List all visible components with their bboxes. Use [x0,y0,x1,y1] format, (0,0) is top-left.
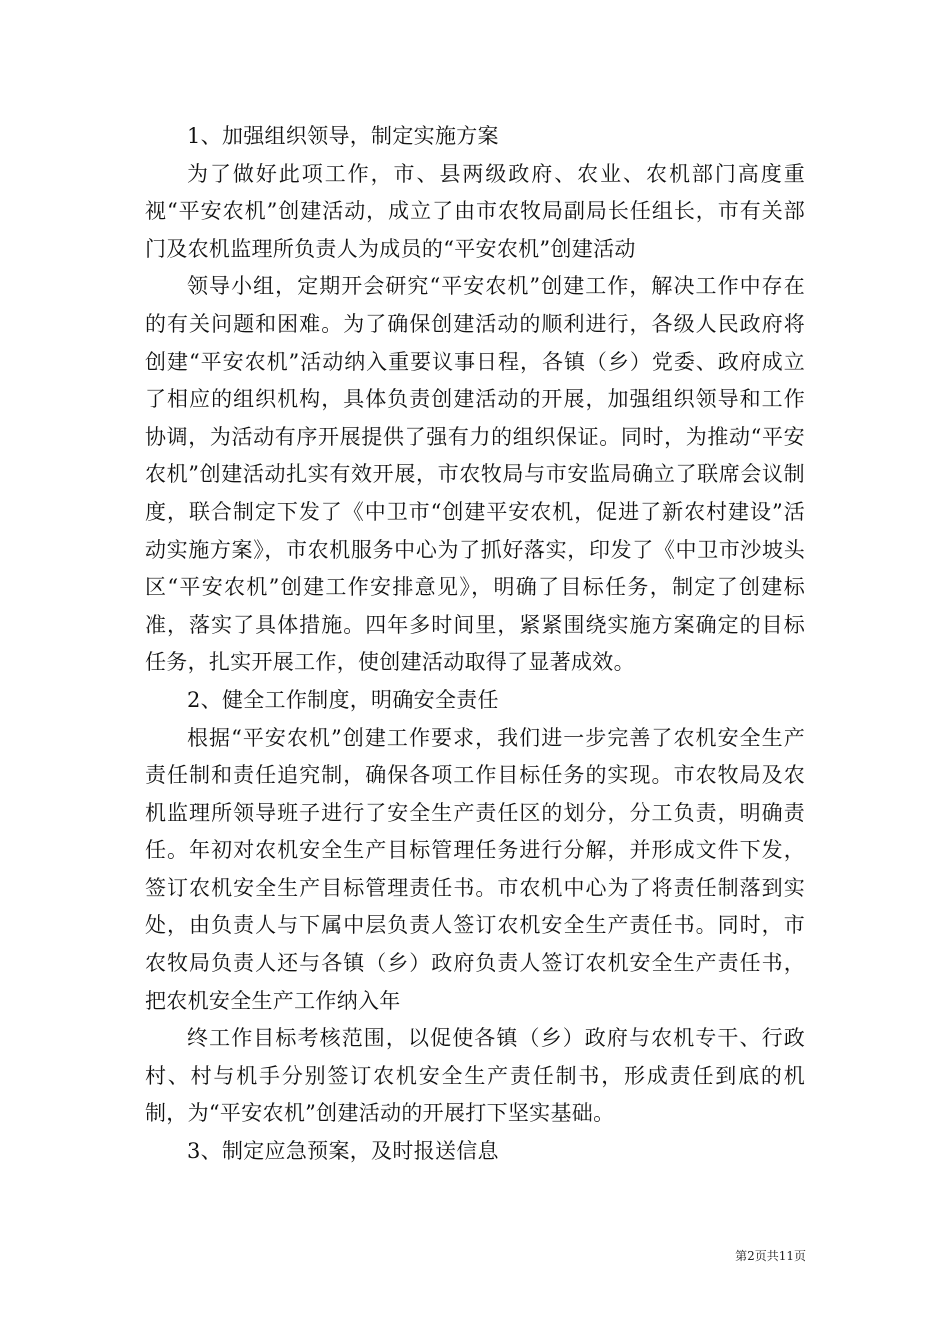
section-heading-3: 3、制定应急预案，及时报送信息 [187,1139,499,1164]
paragraph-1: 为了做好此项工作，市、县两级政府、农业、农机部门高度重视“平安农机”创建活动，成立了由市农牧局副局长任组长，市有关部门及农机监理所负责人为成员的“平安农机”创建活动 [145,161,805,261]
paragraph-4: 终工作目标考核范围，以促使各镇（乡）政府与农机专干、行政村、村与机手分别签订农机安全生产责任制书，形成责任到底的机制，为“平安农机”创建活动的开展打下坚实基础。 [145,1026,805,1126]
document-body [145,118,805,1171]
section-heading-2: 2、健全工作制度，明确安全责任 [187,687,499,712]
paragraph-3: 根据“平安农机”创建工作要求，我们进一步完善了农机安全生产责任制和责任追究制，确保各项工作目标任务的实现。市农牧局及农机监理所领导班子进行了安全生产责任区的划分，分工负责，明确责任。年初对农机安全生产目标管理任务进行分解，并形成文件下发，签订农机安全生产目标管理责任书。市农机中心为了将责任制落到实处，由负责人与下属中层负责人签订农机安全生产责任书。同时，市农牧局负责人还与各镇（乡）政府负责人签订农机安全生产责任书，把农机安全生产工作纳入年 [145,725,805,1013]
section-heading-1: 1、加强组织领导，制定实施方案 [187,124,499,148]
paragraph-2: 领导小组，定期开会研究“平安农机”创建工作，解决工作中存在的有关问题和困难。为了确保创建活动的顺利进行，各级人民政府将创建“平安农机”活动纳入重要议事日程，各镇（乡）党委、政府成立了相应的组织机构，具体负责创建活动的开展，加强组织领导和工作协调，为活动有序开展提供了强有力的组织保证。同时，为推动“平安农机”创建活动扎实有效开展，市农牧局与市安监局确立了联席会议制度，联合制定下发了《中卫市“创建平安农机，促进了新农村建设”活动实施方案》，市农机服务中心为了抓好落实，印发了《中卫市沙坡头区“平安农机”创建工作安排意见》，明确了目标任务，制定了创建标准，落实了具体措施。四年多时间里，紧紧围绕实施方案确定的目标任务，扎实开展工作，使创建活动取得了显著成效。 [145,274,805,675]
page-number-footer: 第2页共11页 [735,1249,806,1263]
